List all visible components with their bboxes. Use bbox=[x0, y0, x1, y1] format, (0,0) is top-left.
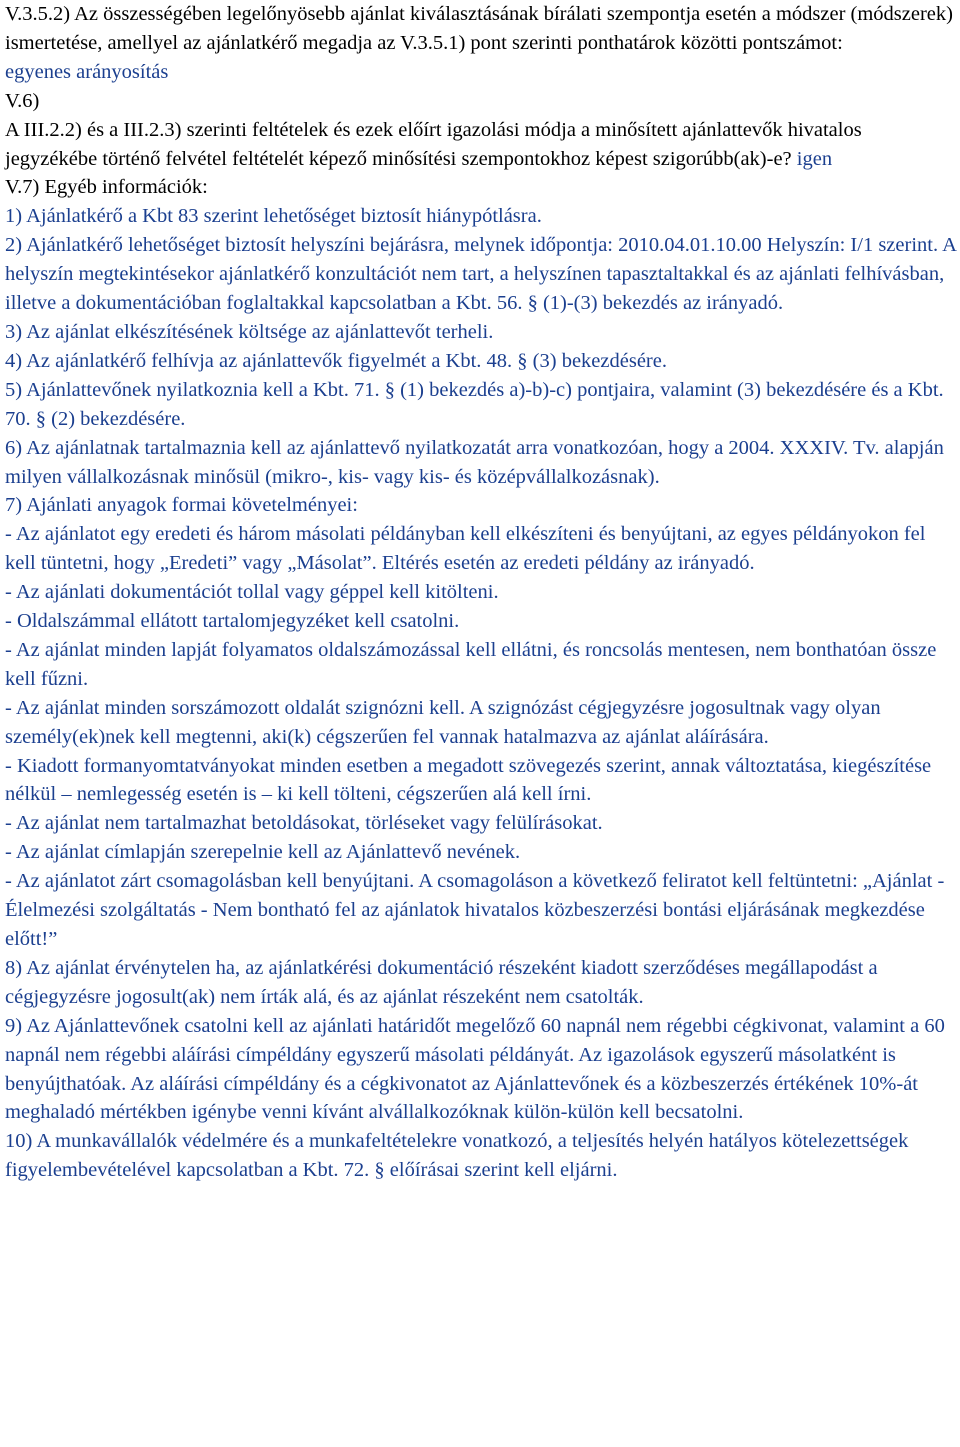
text-line: - Az ajánlati dokumentációt tollal vagy géppel kell kitölteni. bbox=[5, 581, 499, 604]
text-line: V.6) bbox=[5, 89, 40, 112]
text-line: 5) Ajánlattevőnek nyilatkoznia kell a Kbt. 71. § (1) bekezdés a)-b)-c) pontjaira, valamint (3) bekezdésére és a Kbt. 70. § (2) bekezdésére. bbox=[5, 378, 944, 430]
text-line: 8) Az ajánlat érvénytelen ha, az ajánlatkérési dokumentáció részeként kiadott szerződéses megállapodást a cégjegyzésre jogosult(ak) nem írták alá, és az ajánlat részeként nem csatolták. bbox=[5, 956, 878, 1008]
text-line: 9) Az Ajánlattevőnek csatolni kell az ajánlati határidőt megelőző 60 napnál nem régebbi cégkivonat, valamint a 60 napnál nem régebbi aláírási címpéldány egyszerű másolati példányát. Az igazolások egyszerű másolatként is benyújthatóak. Az aláírási címpéldány és a cégkivonatot az Ajánlattevőnek és a közbeszerzés értékének 10%-át meghaladó mértékben igénybe venni kívánt alvállalkozóknak külön-külön kell becsatolni. bbox=[5, 1014, 945, 1124]
text-line: 3) Az ajánlat elkészítésének költsége az ajánlattevőt terheli. bbox=[5, 320, 494, 343]
text-line: - Kiadott formanyomtatványokat minden esetben a megadott szövegezés szerint, annak változtatása, kiegészítése nélkül – nemlegesség esetén is – ki kell tölteni, cégszerűen alá kell írni. bbox=[5, 754, 932, 806]
text-line: 10) A munkavállalók védelmére és a munkafeltételekre vonatkozó, a teljesítés helyén hatályos kötelezettségek figyelembevételével kapcsolatban a Kbt. 72. § előírásai szerint kell eljárni. bbox=[5, 1130, 909, 1182]
text-line: A III.2.2) és a III.2.3) szerinti feltételek és ezek előírt igazolási módja a minősített ajánlattevők hivatalos jegyzékébe történő felvétel feltételét képező minősítési szempontokhoz képest szigorúbb(ak)-e? igen bbox=[5, 118, 862, 170]
text-line: 6) Az ajánlatnak tartalmaznia kell az ajánlattevő nyilatkozatát arra vonatkozóan, hogy a 2004. XXXIV. Tv. alapján milyen vállalkozásnak minősül (mikro-, kis- vagy kis- és középvállalkozásnak). bbox=[5, 436, 944, 488]
text-line: 2) Ajánlatkérő lehetőséget biztosít helyszíni bejárásra, melynek időpontja: 2010.04.01.10.00 Helyszín: I/1 szerint. A helyszín megtekintésekor ajánlatkérő konzultációt nem tart, a helyszínen tapasztaltakkal és az ajánlati felhívásban, illetve a dokumentációban foglaltakkal kapcsolatban a Kbt. 56. § (1)-(3) bekezdés az irányadó. bbox=[5, 234, 956, 315]
text-line: egyenes arányosítás bbox=[5, 60, 169, 83]
text-line: - Az ajánlat nem tartalmazhat betoldásokat, törléseket vagy felülírásokat. bbox=[5, 812, 603, 835]
text-line: V.7) Egyéb információk: bbox=[5, 176, 208, 199]
text-line: - Az ajánlat minden sorszámozott oldalát szignózni kell. A szignózást cégjegyzésre jogosultnak vagy olyan személy(ek)nek kell megtenni, aki(k) cégszerűen fel vannak hatalmazva az ajánlat aláírására. bbox=[5, 696, 881, 748]
text-line: - Az ajánlatot zárt csomagolásban kell benyújtani. A csomagoláson a következő feliratot kell feltüntetni: „Ajánlat - Élelmezési szolgáltatás - Nem bontható fel az ajánlatok hivatalos közbeszerzési bontási eljárásának megkezdése előtt!” bbox=[5, 870, 945, 950]
text-line: 1) Ajánlatkérő a Kbt 83 szerint lehetőséget biztosít hiánypótlásra. bbox=[5, 205, 542, 228]
text-line: - Az ajánlat címlapján szerepelnie kell az Ajánlattevő nevének. bbox=[5, 841, 521, 864]
text-line: - Oldalszámmal ellátott tartalomjegyzéket kell csatolni. bbox=[5, 610, 460, 633]
text-line: 4) Az ajánlatkérő felhívja az ajánlattevők figyelmét a Kbt. 48. § (3) bekezdésére. bbox=[5, 349, 667, 372]
text-line: - Az ajánlat minden lapját folyamatos oldalszámozással kell ellátni, és roncsolás mentesen, nem bonthatóan össze kell fűzni. bbox=[5, 638, 937, 690]
text-line: - Az ajánlatot egy eredeti és három másolati példányban kell elkészíteni és benyújtani, az egyes példányokon fel kell tüntetni, hogy „Eredeti” vagy „Másolat”. Eltérés esetén az eredeti példány az irányadó. bbox=[5, 523, 926, 575]
text-line: V.3.5.2) Az összességében legelőnyösebb ajánlat kiválasztásának bírálati szempontja esetén a módszer (módszerek) ismertetése, amellyel az ajánlatkérő megadja az V.3.5.1) pont szerinti ponthatárok közötti pontszámot: bbox=[5, 3, 953, 54]
text-line: 7) Ajánlati anyagok formai követelményei: bbox=[5, 494, 358, 517]
